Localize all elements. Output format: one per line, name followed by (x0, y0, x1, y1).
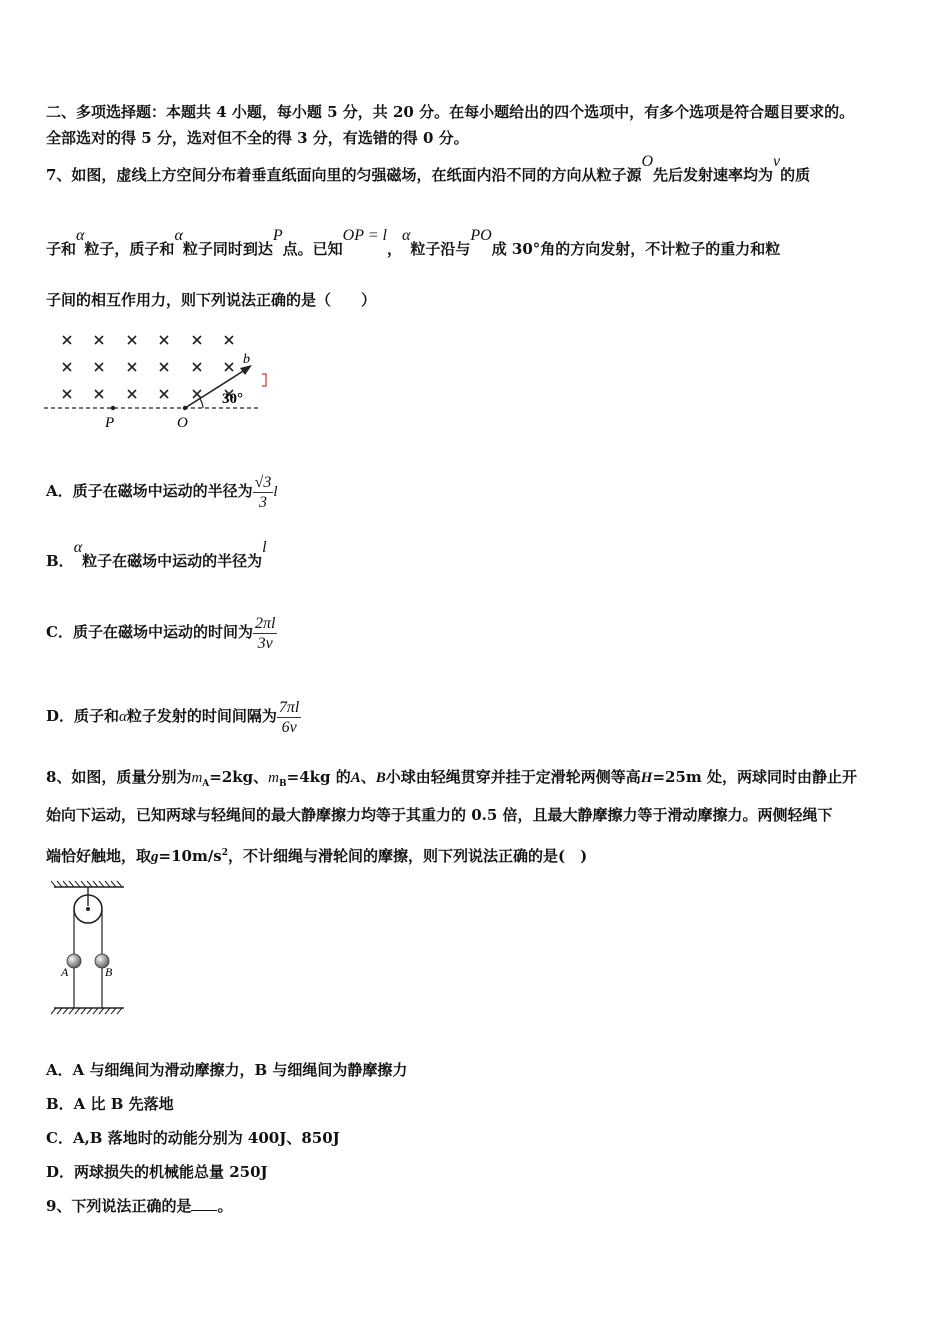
hatch-line (99, 1008, 104, 1014)
q8-text: 端恰好触地，取 (46, 847, 152, 865)
symbol-PO: PO (470, 227, 492, 244)
hatch-line (81, 1008, 86, 1014)
label-P: P (105, 415, 115, 431)
q9-line (46, 1196, 232, 1216)
hatch-line (75, 1008, 80, 1014)
hatch-line (69, 881, 74, 887)
subscript-A: A (202, 779, 210, 789)
hatch-line (93, 881, 98, 887)
symbol-alpha: α (73, 539, 83, 556)
hatch-line (63, 881, 68, 887)
q9-text: 9、下列说法正确的是 (46, 1197, 192, 1215)
hatch-line (87, 881, 92, 887)
q7-text: 7、如图，虚线上方空间分布着垂直纸面向里的匀强磁场，在纸面内沿不同的方向从粒子源 (46, 166, 642, 184)
q8-text: =4kg 的 (286, 768, 351, 786)
hatch-line (117, 881, 122, 887)
q8-option-c: C．A,B 落地时的动能分别为 400J、850J (46, 1129, 340, 1147)
hatch-line (105, 881, 110, 887)
hatch-line (111, 881, 116, 887)
symbol-alpha: α (119, 709, 127, 725)
q8-text: =2kg、 (209, 768, 269, 786)
fraction-numerator: 2πl (254, 614, 276, 632)
q7-text: 点。已知 (282, 240, 343, 258)
option-b-text: 粒子在磁场中运动的半径为 (82, 552, 263, 570)
symbol-m: m (191, 770, 203, 786)
fraction-numerator: √3 (254, 473, 272, 491)
option-b-lead: B． (46, 552, 74, 570)
label-O: O (177, 415, 188, 431)
ball-A (67, 954, 81, 968)
q7-option-c (46, 610, 277, 654)
fraction-sqrt3-over-3 (253, 473, 274, 512)
option-d-text: D．质子和 (46, 707, 120, 725)
q7-line3: 子间的相互作用力，则下列说法正确的是（ ） (46, 291, 377, 309)
q7-option-b (46, 539, 267, 572)
hatch-line (93, 1008, 98, 1014)
symbol-alpha: α (174, 227, 183, 244)
pulley-axle (86, 907, 90, 911)
subscript-B: B (279, 779, 287, 789)
option-c-text: C．质子在磁场中运动的时间为 (46, 623, 253, 641)
superscript-2: 2 (221, 848, 229, 858)
field-cross-marks (63, 336, 233, 398)
fraction-7pil-over-6v (277, 698, 301, 737)
symbol-OP: OP = l (342, 227, 387, 244)
symbol-alpha: α (401, 227, 411, 244)
q8-text: 小球由轻绳贯穿并挂于定滑轮两侧等高 (385, 768, 641, 786)
q7-magnetic-field-figure (40, 328, 280, 434)
symbol-l: l (262, 539, 267, 556)
q7-text: ， (386, 240, 402, 258)
q8-option-a: A．A 与细绳间为滑动摩擦力，B 与细绳间为静摩擦力 (46, 1061, 408, 1079)
q7-text: 粒子沿与 (410, 240, 471, 258)
q8-line1 (46, 767, 857, 794)
q7-text: 成 30°角的方向发射，不计粒子的重力和粒 (491, 240, 781, 258)
q8-text: 8、如图，质量分别为 (46, 768, 192, 786)
symbol-alpha: α (76, 227, 85, 244)
q7-text: 粒子，质子和 (84, 240, 175, 258)
symbol-g: g (151, 849, 159, 865)
hatch-line (57, 1008, 62, 1014)
label-A: A (61, 965, 69, 979)
bracket-mark (262, 374, 266, 386)
hatch-line (75, 881, 80, 887)
point-P-dot (111, 406, 115, 410)
q7-text: 的质 (780, 166, 811, 184)
hatch-line (87, 1008, 92, 1014)
hatch-line (81, 881, 86, 887)
q8-text: =10m/s (158, 847, 222, 865)
q7-text: 先后发射速率均为 (653, 166, 774, 184)
q8-pulley-figure (50, 878, 130, 1016)
hatch-line (99, 881, 104, 887)
q8-text: 、 (360, 768, 376, 786)
symbol-H: H (640, 770, 653, 786)
q9-end: 。 (217, 1197, 233, 1215)
symbol-P: P (272, 227, 283, 244)
hatch-line (117, 1008, 122, 1014)
label-b: b (243, 352, 250, 367)
answer-blank (191, 1196, 217, 1211)
q7-option-d (46, 694, 301, 739)
fraction-denominator: 3 (259, 493, 268, 511)
fraction-denominator: 3v (257, 634, 273, 652)
hatch-line (51, 1008, 56, 1014)
hatch-line (57, 881, 62, 887)
symbol-O: O (641, 153, 654, 170)
q7-text: 粒子同时到达 (182, 240, 273, 258)
fraction-numerator: 7πl (278, 698, 300, 716)
label-B: B (105, 965, 113, 979)
hatch-line (63, 1008, 68, 1014)
fraction-2pil-over-3v (253, 614, 277, 653)
hatch-line (105, 1008, 110, 1014)
symbol-l: l (273, 484, 278, 500)
section-header-line1: 二、多项选择题：本题共 4 小题，每小题 5 分，共 20 分。在每小题给出的四个选项中，有多个选项是符合题目要求的。 (46, 103, 855, 121)
hatch-line (51, 881, 56, 887)
option-a-text: A．质子在磁场中运动的半径为 (46, 482, 253, 500)
q8-option-b: B．A 比 B 先落地 (46, 1095, 174, 1113)
symbol-B: B (375, 770, 386, 786)
symbol-v: v (773, 153, 781, 170)
hatch-line (69, 1008, 74, 1014)
q7-text: 子和 (46, 240, 77, 258)
q8-line2: 始向下运动，已知两球与轻绳间的最大静摩擦力均等于其重力的 0.5 倍，且最大静摩擦力等于滑动摩擦力。两侧轻绳下 (46, 806, 833, 824)
hatch-line (111, 1008, 116, 1014)
angle-arc (200, 399, 203, 408)
q8-line3 (46, 843, 587, 867)
q7-line1 (46, 153, 811, 186)
symbol-m: m (268, 770, 280, 786)
q8-text: ，不计细绳与滑轮间的摩擦，则下列说法正确的是( ) (228, 847, 588, 865)
symbol-A: A (350, 770, 361, 786)
label-30deg: 30° (222, 391, 243, 407)
q8-option-d: D．两球损失的机械能总量 250J (46, 1163, 268, 1181)
fraction-denominator: 6v (281, 718, 297, 736)
q8-text: =25m 处，两球同时由静止开 (652, 768, 858, 786)
q7-line2 (46, 227, 781, 260)
option-d-text: 粒子发射的时间间隔为 (126, 707, 277, 725)
q7-option-a (46, 469, 278, 514)
section-header-line2: 全部选对的得 5 分，选对但不全的得 3 分，有选错的得 0 分。 (46, 129, 469, 147)
